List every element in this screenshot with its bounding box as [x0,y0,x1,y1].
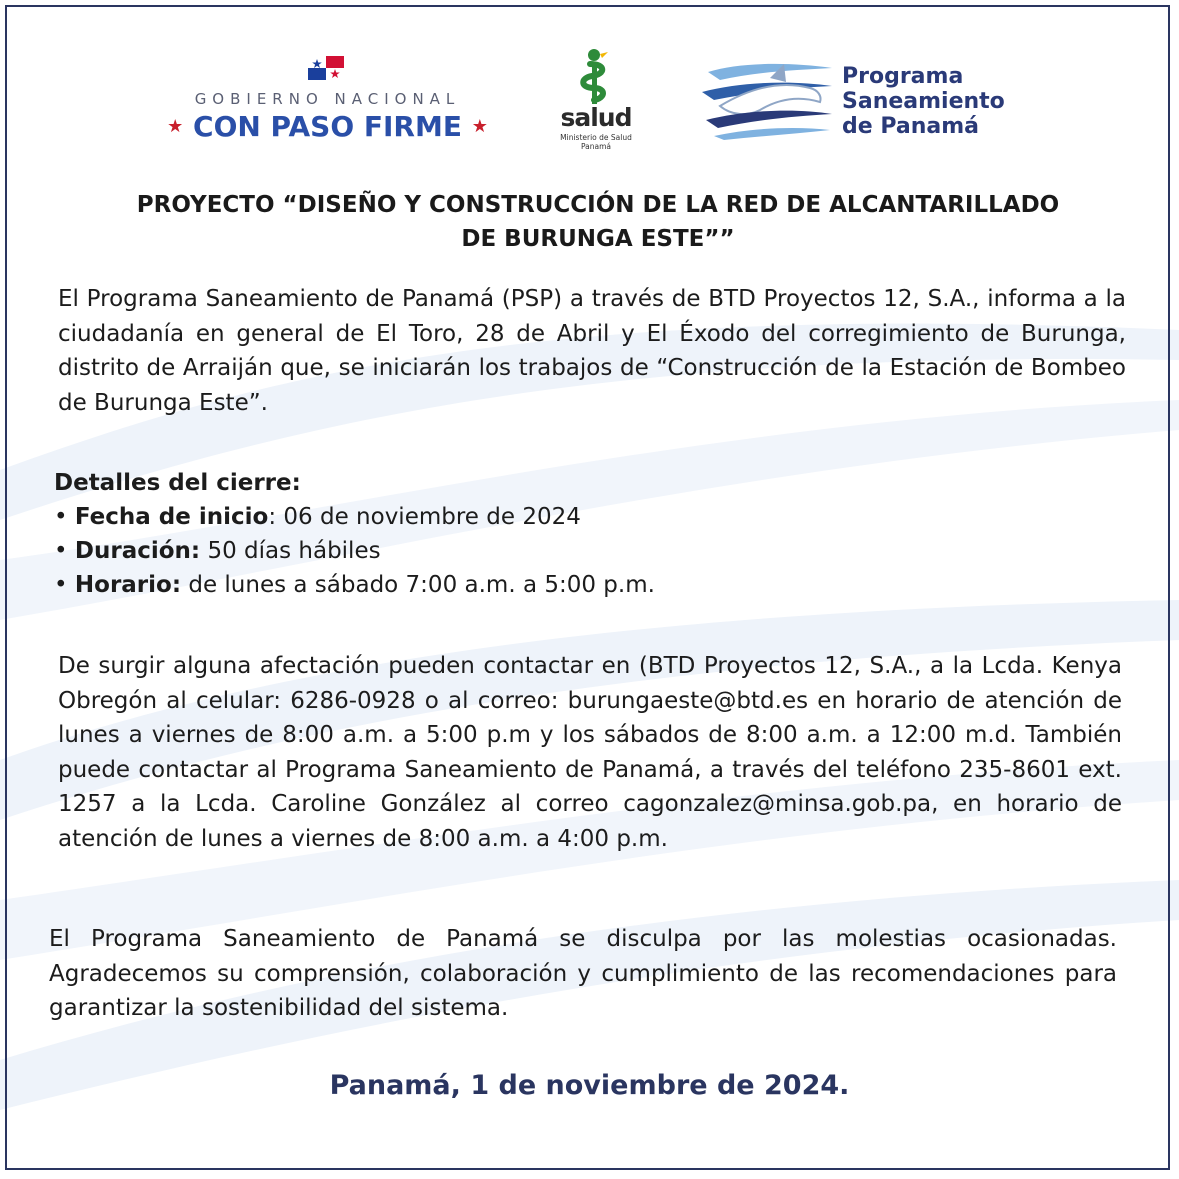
panama-flag-icon [308,56,344,80]
dolphin-icon [700,58,835,140]
detail-sep: : [268,504,284,530]
caduceus-icon [572,48,620,106]
title-line1: PROYECTO “DISEÑO Y CONSTRUCCIÓN DE LA RED DE ALCANTARILLADO [136,192,1060,218]
closing-paragraph: El Programa Saneamiento de Panamá se disculpa por las molestias ocasionadas. Agradecemos su comprensión, colaboración y cumplimiento de las recomendaciones para garantizar la sostenibilidad del sistema. [49,926,1117,1021]
ministerio-salud-logo [548,48,644,158]
con-paso-firme-label: CON PASO FIRME [193,110,462,143]
psp-line1: Programa [842,64,964,89]
project-title [60,188,1136,256]
detail-value: 06 de noviembre de 2024 [283,504,581,530]
title-line2: DE BURUNGA ESTE”” [461,226,735,252]
detail-label: Fecha de inicio [74,504,269,530]
intro-paragraph: El Programa Saneamiento de Panamá (PSP) a través de BTD Proyectos 12, S.A., informa a la ciudadanía en general de El Toro, 28 de Abril y El Éxodo del corregimiento de Burunga, distrito de Arraiján que, se iniciarán los trabajos de “Construcción de la Estación de Bombeo de Burunga Este”. [58,286,1126,416]
programa-saneamiento-logo [700,58,1040,148]
detail-value: 50 días hábiles [207,538,381,564]
detail-start-date: • Fecha de inicio: 06 de noviembre de 2024 [54,504,581,530]
con-paso-firme-text [160,110,495,143]
psp-line2: Saneamiento [842,89,1005,114]
star-icon: ★ [167,116,184,137]
gobierno-nacional-text: GOBIERNO NACIONAL [194,90,461,108]
gobierno-nacional-logo [160,50,495,150]
contact-paragraph: De surgir alguna afectación pueden contactar en (BTD Proyectos 12, S.A., a la Lcda. Kenya Obregón al celular: 6286-0928 o al correo: burungaeste@btd.es en horario de atención de lunes a viernes de 8:00 a.m. a 5:00 p.m y los sábados de 8:00 a.m. a 12:00 m.d. También puede contactar al Programa Saneamiento de Panamá, a través del teléfono 235-8601 ext. 1257 a la Lcda. Caroline González al correo cagonzalez@minsa.gob.pa, en horario de atención de lunes a viernes de 8:00 a.m. a 4:00 p.m. [58,653,1122,852]
psp-line3: de Panamá [842,114,979,139]
closure-details [54,466,954,602]
detail-schedule: • Horario: de lunes a sábado 7:00 a.m. a 5:00 p.m. [54,572,655,598]
salud-wordmark: salud [560,103,632,132]
star-icon: ★ [471,116,488,137]
details-heading: Detalles del cierre: [54,470,301,496]
detail-label: Duración: [74,538,201,564]
dateline: Panamá, 1 de noviembre de 2024. [329,1070,850,1101]
detail-label: Horario: [74,572,182,598]
detail-value: de lunes a sábado 7:00 a.m. a 5:00 p.m. [188,572,655,598]
panama-text: Panamá [580,142,612,151]
ministerio-de-salud-text: Ministerio de Salud [560,133,632,142]
detail-duration: • Duración: 50 días hábiles [54,538,381,564]
